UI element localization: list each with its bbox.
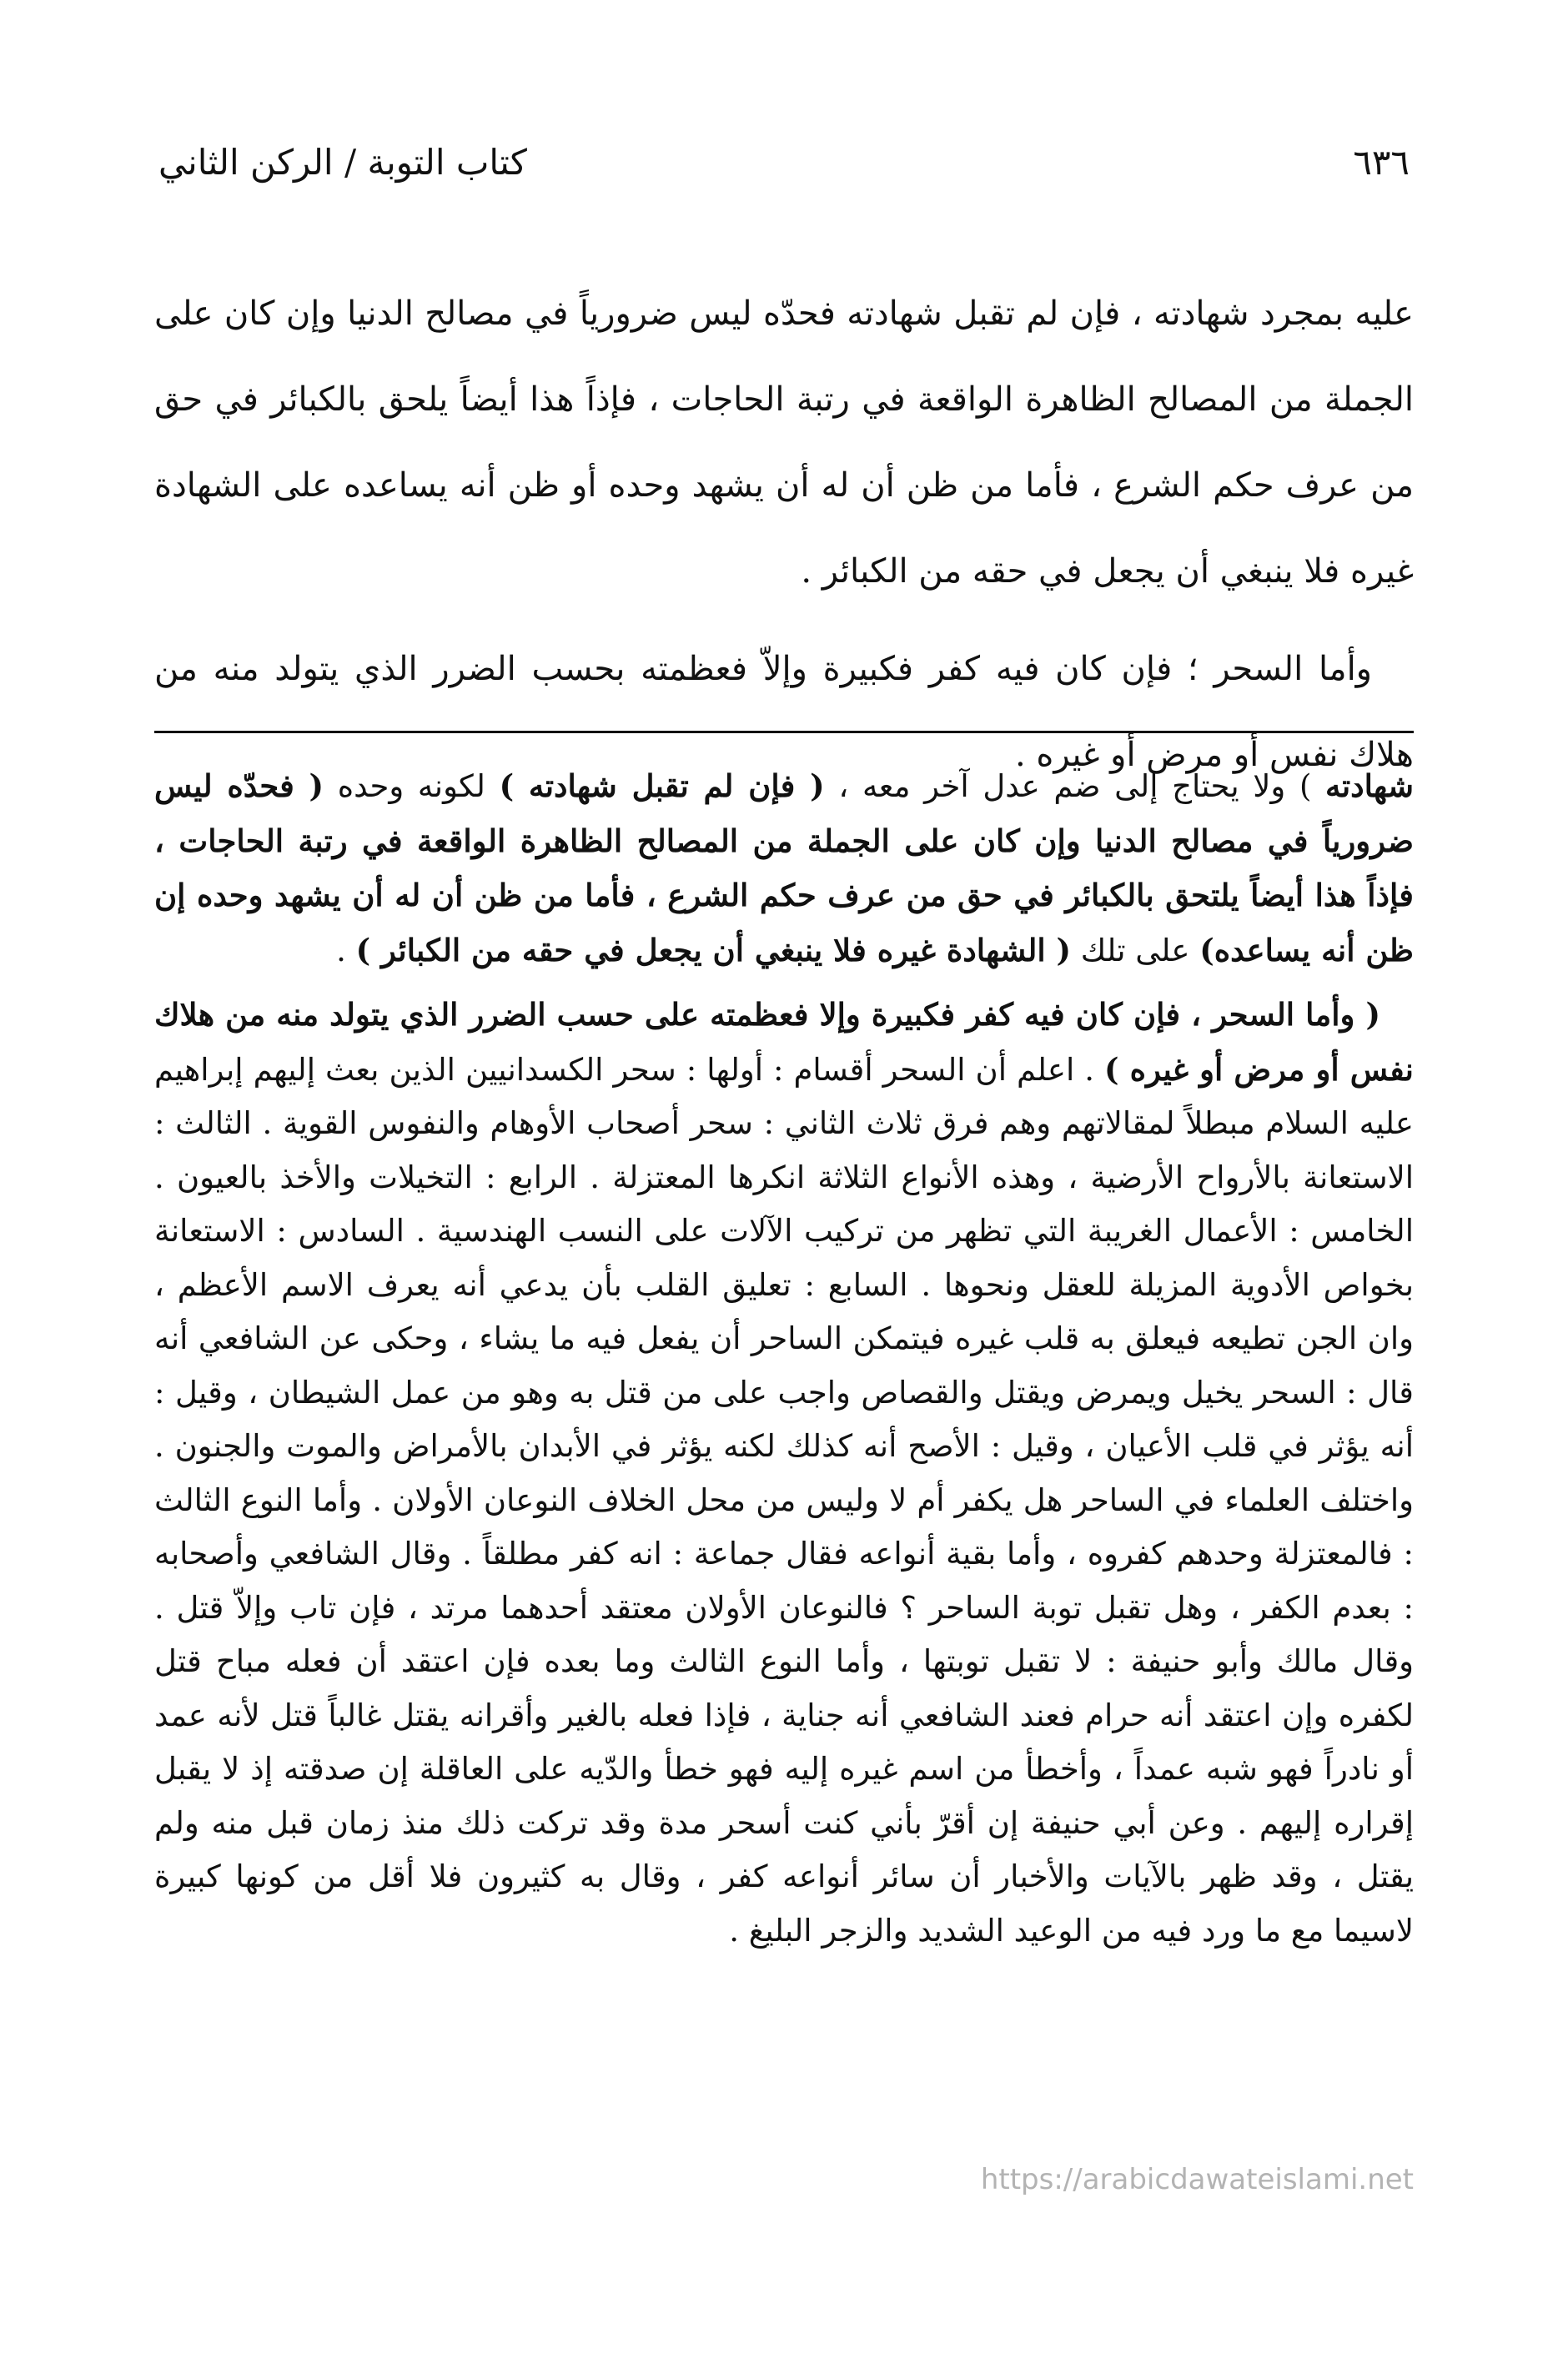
commentary-segment: . اعلم أن السحر أقسام : أولها : سحر الكسدانيين الذين بعث إليهم إبراهيم عليه السلام مبطلاً لمقالاتهم وهم فرق ثلاث الثاني : سحر أصحاب الأوهام والنفوس القوية . الثالث : الاستعانة بالأرواح الأرضية ، وهذه الأنواع الثلاثة انكرها المعتزلة . الرابع : التخيلات والأخذ بالعيون . الخامس : الأعمال الغريبة التي تظهر من تركيب الآلات على النسب الهندسية . السادس : الاستعانة بخواص الأدوية المزيلة للعقل ونحوها . السابع : تعليق القلب بأن يدعي أنه يعرف الاسم الأعظم ، وان الجن تطيعه فيعلق به قلب غيره فيتمكن الساحر أن يفعل فيه ما يشاء ، وحكى عن الشافعي أنه قال : السحر يخيل ويمرض ويقتل والقصاص واجب على من قتل به وهو من عمل الشيطان ، وقيل : أنه يؤثر في قلب الأعيان ، وقيل : الأصح أنه كذلك لكنه يؤثر في الأبدان بالأمراض والموت والجنون . واختلف العلماء في الساحر هل يكفر أم لا وليس من محل الخلاف النوعان الأولان . وأما النوع الثالث : فالمعتزلة وحدهم كفروه ، وأما بقية أنواعه فقال جماعة : انه كفر مطلقاً . وقال الشافعي وأصحابه : بعدم الكفر ، وهل تقبل توبة الساحر ؟ فالنوعان الأولان معتقد أحدهما مرتد ، فإن تاب وإلاّ قتل . وقال مالك وأبو حنيفة : لا تقبل توبتها ، وأما النوع الثالث وما بعده فإن اعتقد أن فعله مباح قتل لكفره وإن اعتقد أنه حرام فعند الشافعي أنه جناية ، فإذا فعله بالغير وأقرانه يقتل غالباً قتل لأنه عمد أو نادراً فهو شبه عمداً ، وأخطأ من اسم غيره إليه فهو خطأ والدّيه على العاقلة إن صدقته إذ لا يقبل إقراره إليهم . وعن أبي حنيفة إن أقرّ بأني كنت أسحر مدة وقد تركت ذلك منذ زمان قبل منه ولم يقتل ، وقد ظهر بالآيات والأخبار أن سائر أنواعه كفر ، وقال به كثيرون فلا أقل من كونها كبيرة لاسيما مع ما ورد فيه من الوعيد الشديد والزجر البليغ . (154, 1051, 1414, 1949)
section-divider (154, 731, 1414, 733)
watermark-url: https://arabicdawateislami.net (980, 2163, 1414, 2196)
commentary-segment: لكونه وحده (324, 768, 500, 804)
commentary-segment: . (336, 932, 356, 968)
quoted-main-text: ( الشهادة غيره فلا ينبغي أن يجعل في حقه من الكبائر ) (355, 931, 1072, 968)
page-header (158, 142, 1410, 200)
main-paragraph-1: عليه بمجرد شهادته ، فإن لم تقبل شهادته فحدّه ليس ضرورياً في مصالح الدنيا وإن كان على الجملة من المصالح الظاهرة الواقعة في رتبة الحاجات ، فإذاً هذا أيضاً يلحق بالكبائر في حق من عرف حكم الشرع ، فأما من ظن أن له أن يشهد وحده أو ظن أنه يساعده على الشهادة غيره فلا ينبغي أن يجعل في حقه من الكبائر . (154, 294, 1414, 591)
commentary-segment: ) ولا يحتاج إلى ضم عدل آخر معه ، (824, 768, 1326, 804)
quoted-main-text: ( وأما السحر ، فإن كان فيه كفر فكبيرة وإلا فعظمته على حسب الضرر الذي يتولد منه من هلاك نفس أو مرض أو غيره ) (154, 996, 1414, 1088)
commentary-paragraph-1 (154, 759, 1414, 978)
commentary-paragraph-2 (154, 988, 1414, 1958)
quoted-main-text: شهادته (1325, 767, 1414, 804)
main-paragraph-2: وأما السحر ؛ فإن كان فيه كفر فكبيرة وإلاّ فعظمته بحسب الضرر الذي يتولد منه من هلاك نفس أو مرض أو غيره . (154, 650, 1414, 774)
commentary-segment: على تلك (1071, 932, 1200, 968)
quoted-main-text: ( فحدّه ليس ضرورياً في مصالح الدنيا وإن كان على الجملة من المصالح الظاهرة الواقعة في رتبة الحاجات ، فإذاً هذا أيضاً يلتحق بالكبائر في حق من عرف حكم الشرع ، فأما من ظن أن له أن يشهد وحده إن ظن أنه يساعده) (154, 767, 1414, 968)
running-title: كتاب التوبة / الركن الثاني (158, 142, 527, 183)
page-number: ٦٣٦ (1353, 142, 1410, 183)
quoted-main-text: ( فإن لم تقبل شهادته ) (499, 767, 825, 804)
main-text (154, 271, 1414, 798)
commentary-text (154, 759, 1414, 1958)
